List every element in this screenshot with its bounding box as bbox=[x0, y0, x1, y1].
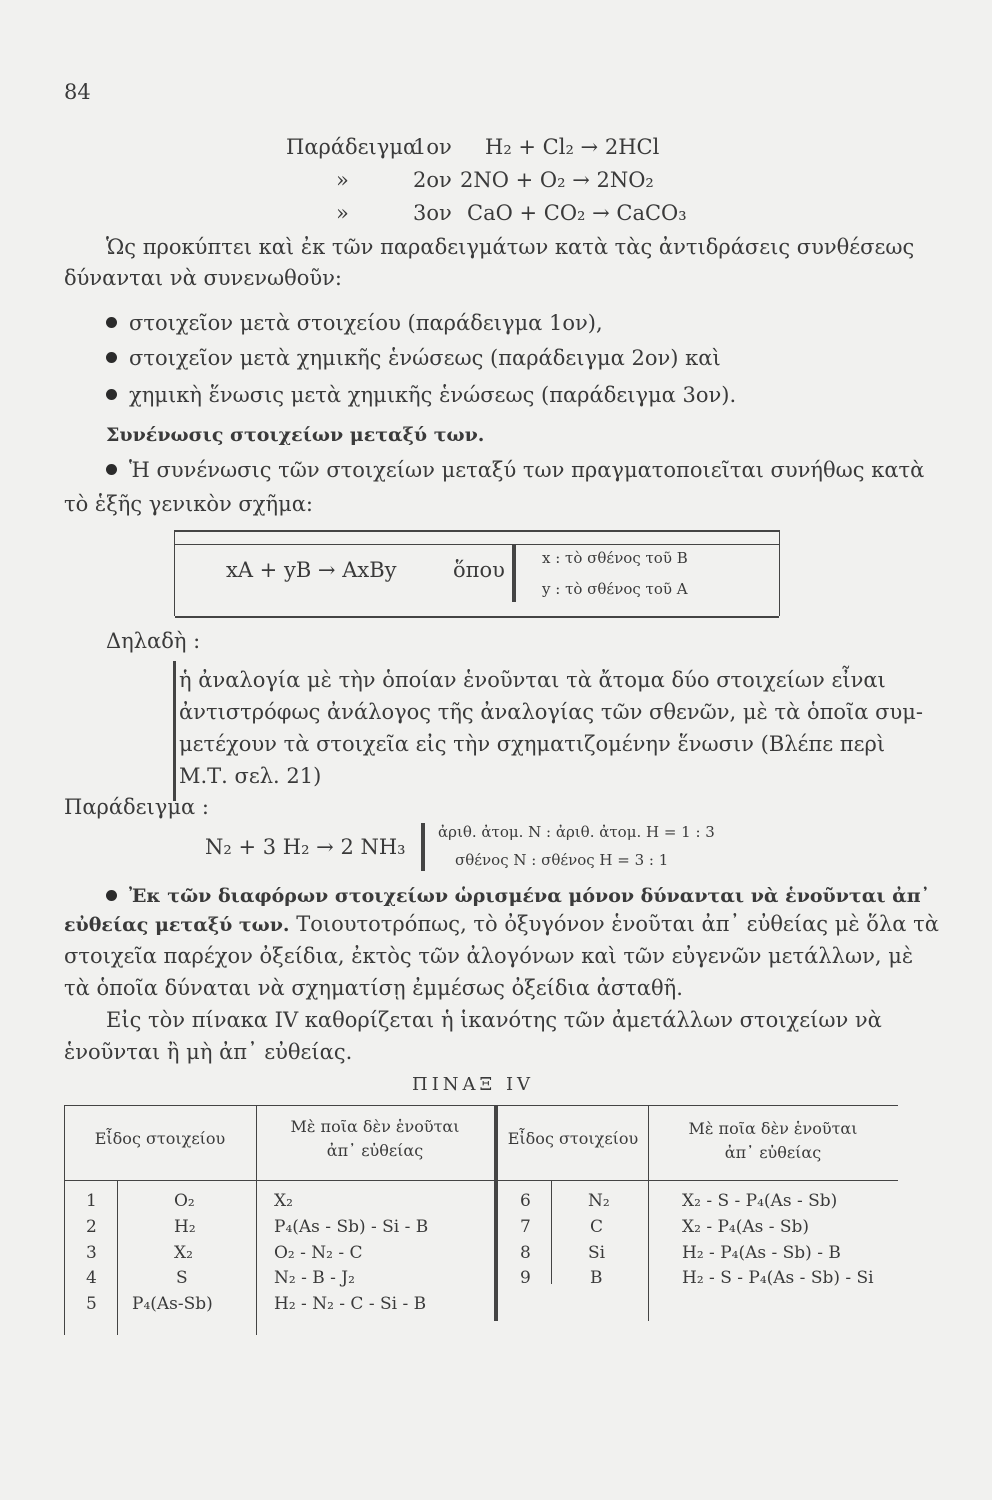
bullet-item: στοιχεῖον μετὰ στοιχείου (παράδειγμα 1ον), bbox=[106, 313, 603, 334]
bullet-icon bbox=[106, 389, 117, 400]
example-3-label: » bbox=[336, 201, 349, 225]
ratio-valence: σθένος N : σθένος H = 3 : 1 bbox=[455, 851, 669, 869]
bullet-icon bbox=[106, 890, 117, 901]
example-2-equation: 2NO + O₂ → 2NO₂ bbox=[460, 168, 654, 192]
header-element-right: Εἶδος στοιχείου bbox=[507, 1129, 639, 1148]
example-2-label: » bbox=[336, 168, 349, 192]
ratio-atoms: ἀριθ. ἀτομ. N : ἀριθ. ἀτομ. H = 1 : 3 bbox=[438, 823, 715, 841]
para-bold-line-1: Ἐκ τῶν διαφόρων στοιχείων ὡρισμένα μόνον δύνανται νὰ ἑνοῦνται ἀπ᾽ bbox=[106, 885, 930, 907]
header-not-right: Μὲ ποῖα δὲν ἑνοῦται ἀπ᾽ εὐθείας bbox=[688, 1119, 858, 1162]
ammonia-equation: N₂ + 3 H₂ → 2 NH₃ bbox=[205, 835, 406, 859]
namely-line-3: μετέχουν τὰ στοιχεῖα εἰς τὴν σχηματιζομένην ἕνωσιν (Βλέπε περὶ bbox=[179, 732, 886, 756]
bullet-icon bbox=[106, 317, 117, 328]
scheme-note-x: x : τὸ σθένος τοῦ B bbox=[542, 549, 688, 567]
intro-line-2: δύνανται νὰ συνενωθοῦν: bbox=[64, 266, 342, 290]
namely-label: Δηλαδὴ : bbox=[106, 629, 201, 653]
example-2-ord: 2ον bbox=[413, 168, 452, 192]
example-label: Παράδειγμα : bbox=[64, 795, 209, 819]
bullet-item: στοιχεῖον μετὰ χημικῆς ἑνώσεως (παράδειγμα 2ον) καὶ bbox=[106, 348, 721, 369]
table-intro-2: ἑνοῦνται ἢ μὴ ἀπ᾽ εὐθείας. bbox=[64, 1040, 353, 1064]
para-line-3: στοιχεῖα παρέχον ὀξείδια, ἐκτὸς τῶν ἀλογόνων καὶ τῶν εὐγενῶν μετάλλων, μὲ bbox=[64, 944, 914, 968]
bullet-item: χημικὴ ἕνωσις μετὰ χημικῆς ἑνώσεως (παράδειγμα 3ον). bbox=[106, 385, 736, 406]
general-line-2: τὸ ἑξῆς γενικὸν σχῆμα: bbox=[64, 492, 313, 516]
page-number: 84 bbox=[64, 80, 91, 104]
para-line-4: τὰ ὁποῖα δύναται νὰ σχηματίσῃ ἐμμέσως ὀξείδια ἀσταθῆ. bbox=[64, 976, 683, 1000]
bullet-icon bbox=[106, 464, 117, 475]
example-1-equation: H₂ + Cl₂ → 2HCl bbox=[485, 135, 660, 159]
scheme-where: ὅπου bbox=[453, 558, 505, 582]
example-1-label: Παράδειγμα bbox=[286, 135, 418, 159]
namely-line-1: ἡ ἀναλογία μὲ τὴν ὁποίαν ἑνοῦνται τὰ ἄτομα δύο στοιχείων εἶναι bbox=[179, 668, 886, 692]
example-3-ord: 3ον bbox=[413, 201, 452, 225]
table-title: ΠΙΝΑΞ IV bbox=[412, 1074, 535, 1095]
header-element-left: Εἶδος στοιχείου bbox=[94, 1129, 226, 1148]
intro-line-1: Ὡς προκύπτει καὶ ἐκ τῶν παραδειγμάτων κατὰ τὰς ἀντιδράσεις συνθέσεως bbox=[106, 235, 915, 259]
general-line-1: Ἡ συνένωσις τῶν στοιχείων μεταξύ των πραγματοποιεῖται συνήθως κατὰ bbox=[106, 460, 924, 481]
example-3-equation: CaO + CO₂ → CaCO₃ bbox=[467, 201, 687, 225]
scheme-note-y: y : τὸ σθένος τοῦ A bbox=[542, 580, 688, 598]
table-intro-1: Εἰς τὸν πίνακα IV καθορίζεται ἡ ἱκανότης τῶν ἀμετάλλων στοιχείων νὰ bbox=[106, 1008, 882, 1032]
para-line-2: εὐθείας μεταξύ των. Τοιουτοτρόπως, τὸ ὀξυγόνον ἑνοῦται ἀπ᾽ εὐθείας μὲ ὅλα τὰ bbox=[64, 912, 939, 936]
header-not-left: Μὲ ποῖα δὲν ἑνοῦται ἀπ᾽ εὐθείας bbox=[290, 1117, 460, 1160]
example-1-ord: 1ον bbox=[413, 135, 452, 159]
namely-line-2: ἀντιστρόφως ἀνάλογος τῆς ἀναλογίας τῶν σθενῶν, μὲ τὰ ὁποῖα συμ- bbox=[179, 700, 923, 724]
table-4: Εἶδος στοιχείου Μὲ ποῖα δὲν ἑνοῦται ἀπ᾽ εὐθείας Εἶδος στοιχείου Μὲ ποῖα δὲν ἑνοῦται ἀπ᾽ εὐθείας 1 O₂ X₂ 2 H₂ P₄(As - Sb) - Si - B 3 X₂ O₂ - N₂ - C 4 S N₂ - B - J₂ 5 P₄(As-Sb) H₂ - N₂ - C - Si - B 6 N₂ X₂ - S - P₄(As - Sb) 7 C X₂ - P₄(As - Sb) 8 Si H₂ - P₄(As - Sb) - B 9 B H₂ - S - P₄(As - Sb) - Si bbox=[64, 1105, 898, 1335]
section-heading: Συνένωσις στοιχείων μεταξύ των. bbox=[106, 424, 485, 446]
namely-line-4: Μ.Τ. σελ. 21) bbox=[179, 764, 322, 788]
bullet-icon bbox=[106, 352, 117, 363]
scheme-equation: xA + yB → AxBy bbox=[226, 558, 397, 582]
